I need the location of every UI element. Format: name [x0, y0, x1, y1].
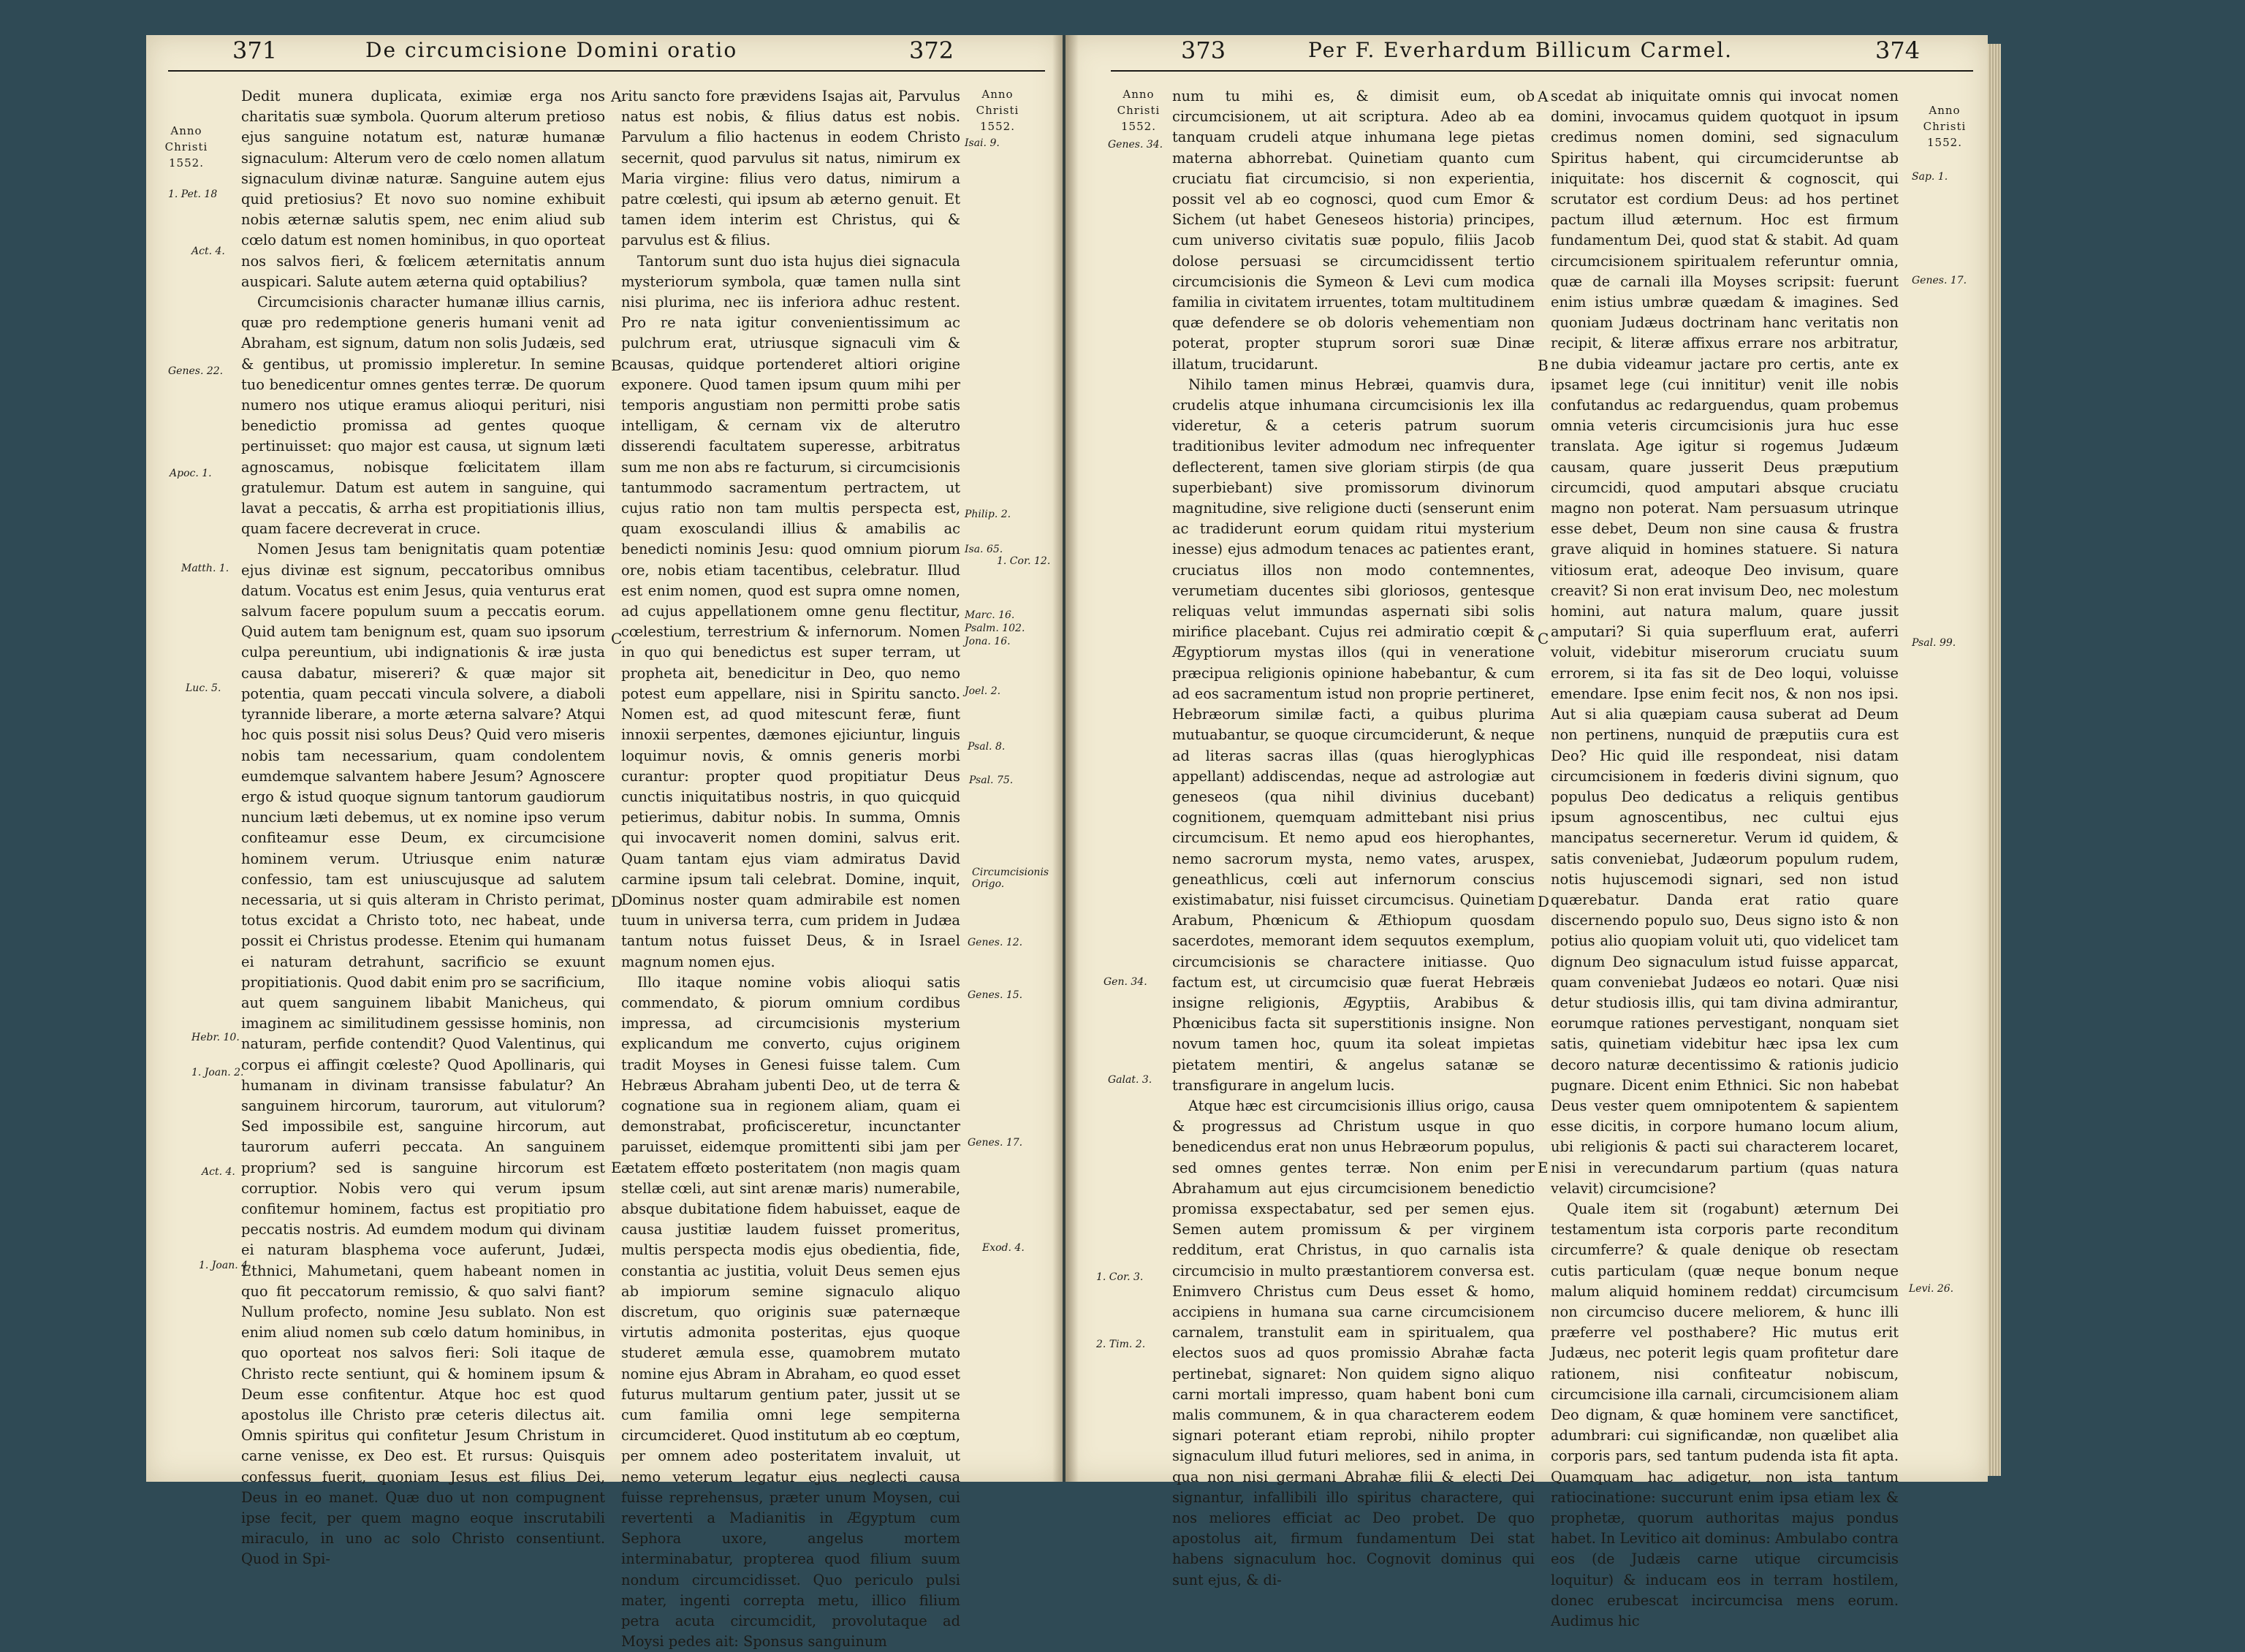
header-rule: [168, 70, 1045, 72]
running-header: De circumcisione Domini oratio: [365, 38, 738, 62]
christi-text: Christi: [1923, 120, 1967, 133]
year-text: 1552.: [169, 156, 204, 170]
paragraph: Dedit munera duplicata, eximiæ erga nos charitatis suæ symbola. Quorum alterum pretioso ejus sanguine notatum est, naturæ humanæ signaculum: Alterum vero de cœlo nomen allatum signaculum divinæ naturæ. Sanguine autem ejus quid pretiosius? Et novo suo nomine exhibuit nobis æternæ salutis spem, nec enim aliud sub cœlo datum est nomen hominibus, in quo oporteat nos salvos fieri, & fœlicem æternitatis annum auspicari. Salute autem æterna quid optabilius?: [241, 88, 605, 290]
paragraph: num tu mihi es, & dimisit eum, ob circumcisionem, ut ait scriptura. Adeo ab ea tanquam crudeli atque inhumana lege pietas materna abhorrebat. Quinetiam quanto cum cruciatu fiat circumcisio, si non experientia, possit vel ab eo cognosci, quod cum Emor & Sichem (ut habet Geneseos historia) principes, cum universo civitatis suæ populo, filiis Jacob dolose persuasi se circumcidissent tertio circumcisionis die Symeon & Levi cum modica familia in civitatem irruentes, totam multitudinem quæ defendere se ob doloris vehementiam non poterat, propter stuprum sorori suæ Dinæ illatum, trucidarunt.: [1172, 88, 1535, 373]
margin-note: Sap. 1.: [1912, 171, 1948, 183]
section-letter: B: [1538, 357, 1549, 374]
christi-text: Christi: [1117, 104, 1161, 117]
page-number: 371: [232, 37, 278, 64]
paragraph: Atque hæc est circumcisionis illius origo, causa & progressus ad Christum usque in quo benedicendus erat non unus Hebræorum populus, sed omnes gentes terræ. Non enim per Abrahamum aut ejus circumcisionem benedictio promissa exspectabatur, sed per semen ejus. Semen autem promissum & per virginem redditum, erat Christus, in quo carnalis ista circumcisio in multo præstantiorem conversa est. Enimvero Christus cum Deus esset & homo, accipiens in humana sua carne circumcisionem carnalem, transtulit eam in spiritualem, qua electos suos ad quos promissio Abrahæ facta pertinebat, signaret: Non quidem signo aliquo carni mortali impresso, quam habent boni cum malis communem, & in qua characterem eodem signari poterant etiam reprobi, nihilo propter signaculum illud futuri meliores, sed in anima, in qua non nisi germani Abrahæ filii & electi Dei signantur, infallibili illo spiritus charactere, qui nos meliores efficiat ac Deo probet. De quo apostolus ait, firmum fundamentum Dei stat habens signaculum hoc. Cognovit dominus qui sunt ejus, & di-: [1172, 1097, 1535, 1588]
running-header: Per F. Everhardum Billicum Carmel.: [1308, 38, 1733, 62]
page-edge: [1988, 44, 2001, 1476]
margin-note: 1. Pet. 18: [168, 189, 218, 200]
page-number: 373: [1181, 37, 1226, 64]
paragraph: Nihilo tamen minus Hebræi, quamvis dura, crudelis atque inhumana circumcisionis lex illa videretur, & a ceteris patrum suorum traditionibus leviter admodum nec infrequenter deflecterent, tamen sive gloriam stirpis (de qua superbiebant) sive promissorum divinorum magnitudine, sive religione ducti (senserunt enim ac tradiderunt eorum quidam ritui mysterium inesse) ejus admodum tenaces ac patientes erant, cruciatus illos non modo contemnentes, verumetiam ducentes sibi gloriosos, gentesque reliquas velut immundas aspernati sibi solis mirifice placebant. Cujus rei admiratio cœpit & Ægyptiorum mystas illos (qui in veneratione præcipua religionis opinione habebantur, & cum ad eos sacramentum istud non proprie pertineret, Hebræorum similæ facti, a quibus plurima mutuabantur, se quoque circumciderunt, & neque ad literas sacras illas (quas hieroglyphicas appellant) addiscendas, neque ad astrologiæ aut geneseos (qua nihil divinius ducebant) cognitionem, quemquam admittebant nisi prius circumcisum. Et nemo apud eos hierophantes, nemo sacrorum mysta, nemo vates, aruspex, geneathlicus, cœli aut infernorum conscius existimabatur, nisi fuisset circumcisus. Quinetiam Arabum, Phœnicum & Æthiopum quosdam sacerdotes, memorant idem sequutos exemplum, circumcisionis se charactere initiasse. Quo factum est, ut circumcisio quæ fuerat Hebræis insigne religionis, Ægyptiis, Arabibus & Phœnicibus facta sit superstitionis insigne. Non novum tamen hoc, quum ita soleat impietas pietatem mentiri, & angelus satanæ se transfigurare in angelum lucis.: [1172, 376, 1535, 1094]
page-number: 372: [909, 37, 954, 64]
text-column: [1551, 86, 1899, 1632]
margin-note: 1. Cor. 3.: [1096, 1271, 1144, 1283]
anno-text: Anno: [170, 124, 202, 137]
paragraph: Circumcisionis character humanæ illius carnis, quæ pro redemptione generis humani venit ad Abraham, est signum, datum non solis Judæis, sed & gentibus, ut promissio impleretur. In semine tuo benedicentur omnes gentes terræ. De quorum numero nos utique eramus alioqui perituri, nisi benedictio promissa ad gentes quoque pertinuisset: quo major est causa, ut signum læti agnoscamus, nobisque fœlicitatem illam gratulemur. Datum est autem in sanguine, qui lavat a peccatis, & arrha est propitiationis illius, quam facere decreverat in cruce.: [241, 294, 605, 538]
book-gutter: [1052, 35, 1079, 1482]
margin-note: 1. Cor. 12.: [997, 555, 1051, 567]
margin-note: Philip. 2.: [965, 509, 1011, 520]
text-column: [241, 86, 605, 1570]
margin-note: Genes. 17.: [968, 1137, 1023, 1149]
margin-note: Act. 4.: [202, 1166, 235, 1178]
section-letter: D: [611, 893, 623, 910]
year-label: [1111, 86, 1166, 134]
margin-note: Luc. 5.: [186, 682, 221, 694]
year-text: 1552.: [1121, 120, 1156, 133]
margin-note: Galat. 3.: [1108, 1074, 1152, 1086]
anno-text: Anno: [981, 88, 1014, 101]
margin-note: Genes. 34.: [1108, 139, 1163, 151]
paragraph: Nomen Jesus tam benignitatis quam potentiæ ejus divinæ est signum, peccatoribus omnibus datum. Vocatus est enim Jesus, quia venturus erat salvum facere populum suum a peccatis eorum. Quid autem tam benignum est, quam suo ipsorum culpa pereuntium, ubi indignationis & iræ justa causa dabatur, misereri? & quæ major sit potentia, quam peccati vincula solvere, a diaboli tyrannide liberare, a morte æterna salvare? Atqui hoc quis possit nisi solus Deus? Quid vero miseris nobis tam necessarium, quam condolentem eumdemque salvantem habere Jesum? Agnoscere ergo & istud quoque signum tantorum gaudiorum nuncium læti debemus, ut ex nomine ipso verum confiteamur esse Deum, ex circumcisione hominem verum. Utriusque enim naturæ confessio, tam est uniuscujusque ad salutem necessaria, ut si quis alteram in Christo perimat, totus excidat a Christo toto, nec habeat, unde possit ei Christus prodesse. Etenim qui humanam ei naturam detrahunt, sacrificio se exuunt propitiationis. Quod dabit enim pro se sacrificium, aut quem sanguinem libabit Manicheus, qui imaginem ac similitudinem gessisse hominis, non naturam, perfide contendit? Quod Valentinus, qui corpus ei affingit cœleste? Quod Apollinaris, qui humanam in divinam transisse fabulatur? An sanguinem hircorum, taurorum, aut vitulorum? Sed impossibile est, sanguine hircorum, aut taurorum auferri peccata. An sanguinem proprium? sed is sanguine hircorum est corruptior. Nobis vero qui verum ipsum confitemur hominem, factus est propitiatio pro peccatis nostris. Ad eumdem modum qui divinam ei naturam blasphema voce auferunt, Judæi, Ethnici, Mahumetani, quem habeant nomen in quo fit peccatorum remissio, & quo salvi fiant? Nullum profecto, nomine Jesu sublato. Non est enim aliud nomen sub cœlo datum hominibus, in quo oporteat nos salvos fieri: Soli itaque de Christo recte sentiunt, qui & hominem ipsum & Deum esse confitentur. Atque hoc est quod apostolus ille Christo præ ceteris dilectus ait. Omnis spiritus qui confitetur Jesum Christum in carne venisse, ex Deo est. Et rursus: Quisquis confessus fuerit, quoniam Jesus est filius Dei, Deus in eo manet. Quæ duo ut non compugnent ipse fecit, per quem magno eoque inscrutabili miraculo, in uno ac solo Christo consentiunt. Quod in Spi-: [241, 541, 605, 1568]
section-letter: E: [611, 1159, 622, 1176]
anno-text: Anno: [1929, 104, 1961, 117]
margin-note: Gen. 34.: [1103, 976, 1147, 988]
margin-note: Apoc. 1.: [170, 468, 212, 479]
margin-note: 1. Joan. 2.: [191, 1067, 244, 1078]
year-text: 1552.: [980, 120, 1015, 133]
paragraph: Tantorum sunt duo ista hujus diei signacula mysteriorum symbola, quæ tamen nulla sint nisi plurima, nec iis inferiora adhuc restent. Pro re nata igitur convenientissimum ac pulchrum erat, utriusque signaculi vim & causas, quidque portenderet altiori origine exponere. Quod tamen ipsum quum mihi per temporis angustiam non permitti probe satis intelligam, & cernam vix de alterutro disserendi facultatem superesse, arbitratus sum me non abs re facturum, si circumcisionis tantummodo sacramentum pertractem, ut cujus ratio non tam multis perspecta est, quam exosculandi illius & amabilis ac benedicti nominis Jesu: quod omnium piorum ore, nobis etiam tacentibus, celebratur. Illud est enim nomen, quod est supra omne nomen, ad cujus appellationem omne genu flectitur, cœlestium, terrestrium & infernorum. Nomen in quo qui benedictus est super terram, ut propheta ait, benedicitur in Deo, quo nemo potest eum appellare, nisi in Spiritu sancto. Nomen est, ad quod mitescunt feræ, fiunt innoxii serpentes, dæmones ejiciuntur, linguis loquimur novis, & omnis generis morbi curantur: propter quod propitiatur Deus cunctis iniquitatibus nostris, in quo quicquid petierimus, dabitur nobis. In summa, Omnis qui invocaverit nomen domini, salvus erit. Quam tantam ejus viam admiratus David carmine ipsum tali celebrat. Domine, inquit, Dominus noster quam admirabile est nomen tuum in universa terra, cum pridem in Judæa tantum notus fuisset Deus, & in Israel magnum nomen ejus.: [621, 252, 960, 970]
margin-note: Marc. 16.: [965, 609, 1015, 621]
section-letter: D: [1538, 893, 1550, 910]
year-text: 1552.: [1927, 136, 1962, 149]
margin-note: Levi. 26.: [1909, 1283, 1954, 1295]
margin-note: Psal. 99.: [1912, 637, 1956, 649]
section-letter: C: [1538, 630, 1549, 647]
margin-note: Genes. 12.: [968, 937, 1023, 948]
paragraph: Quale item sit (rogabunt) æternum Dei testamentum ista corporis parte reconditum circumferre? & quale denique ob resectam cutis particulam (quæ neque bonum neque malum aliquid hominem reddat) circumcisum non circumciso ducere meliorem, & hunc illi præferre vel posthabere? Hic mutus erit Judæus, nec poterit legis quam profitetur dare rationem, nisi confiteatur nobiscum, circumcisione illa carnali, circumcisionem aliam Deo dignam, & quæ hominem vere sanctificet, adumbrari: cui significandæ, non quælibet alia corporis pars, sed tantum pudenda ista fit apta. Quamquam hac adigetur, non ista tantum ratiocinatione: succurunt enim ipsa etiam lex & prophetæ, quorum authoritas majus pondus habet. In Levitico ait dominus: Ambulabo contra eos (de Judæis carne utique circumcisis loquitur) & inducam eos in terram hostilem, donec erubescat incircumcisa mens eorum. Audimus hic: [1551, 1200, 1899, 1630]
margin-note: Genes. 17.: [1912, 275, 1967, 286]
margin-note: 2. Tim. 2.: [1096, 1339, 1146, 1350]
paragraph: Illo itaque nomine vobis alioqui satis commendato, & piorum omnium cordibus impressa, ad circumcisionis mysterium explicandum me converto, cujus originem tradit Moyses in Genesi fuisse talem. Cum Hebræus Abraham jubenti Deo, ut de terra & cognatione sua in regionem aliam, quam ei demonstrabat, proficisceretur, incunctanter paruisset, eidemque promittenti sibi jam per ætatem effœto posteritatem (non magis quam stellæ cœli, aut sint arenæ maris) numerabile, absque dubitatione fidem habuisset, eaque de causa justitiæ laudem fuisset promeritus, multis perspecta modis ejus obedientia, fide, constantia ac justitia, voluit Deus semen ejus ab impiorum semine signaculo aliquo discretum, quo originis suæ paternæque virtutis admonita posteritas, ejus quoque studeret æmula esse, quamobrem mutato nomine ejus Abram in Abraham, eo quod esset futurus multarum gentium pater, jussit ut se cum familia omni lege sempiterna circumcideret. Quod institutum ab eo cœptum, per omnem adeo posteritatem invaluit, ut nemo veterum legatur ejus neglecti causa fuisse reprehensus, præter unum Moysen, cui revertenti a Madianitis in Ægyptum cum Sephora uxore, angelus mortem interminabatur, propterea quod filium suum nondum circumcidisset. Quo periculo pulsi mater, ingenti correpta metu, illico filium petra acuta circumcidit, provolutaque ad Moysi pedes ait: Sponsus sanguinum: [621, 973, 960, 1651]
margin-note: Matth. 1.: [181, 563, 229, 574]
section-letter: A: [611, 88, 622, 105]
section-letter: E: [1538, 1159, 1549, 1176]
margin-note: Genes. 15.: [968, 989, 1023, 1001]
margin-note: Hebr. 10.: [191, 1032, 240, 1043]
anno-text: Anno: [1122, 88, 1155, 101]
margin-note: Circumcisionis Origo.: [972, 867, 1049, 890]
header-rule: [1111, 70, 1973, 72]
text-column: [621, 86, 960, 1652]
margin-note: Act. 4.: [191, 245, 225, 257]
margin-note: 1. Joan. 4.: [199, 1260, 251, 1271]
section-letter: B: [611, 357, 622, 374]
margin-note: Isai. 9.: [965, 137, 1000, 149]
paragraph: scedat ab iniquitate omnis qui invocat nomen domini, invocamus quidem quotquot in ipsum credimus nomen domini, sed signaculum Spiritus habent, qui circumcideruntse ab iniquitate: hos discernit & cognoscit, qui scrutator est cordium Deus: ad hos pertinet pactum illud æternum. Hoc est firmum fundamentum Dei, quod stat & stabit. Ad quam circumcisionem spiritualem referuntur omnia, quæ de carnali illa Moyses scripsit: fuerunt enim istius umbræ quædam & imagines. Sed quoniam Judæus doctrinam hanc veritatis non recipit, & literæ affixus errare nos arbitratur, ne dubia videamur jactare pro certis, ante ex ipsamet lege (cui innititur) venit ille nobis confutandus ac redarguendus, quam probemus omnia veteris circumcisionis jura huc esse translata. Age igitur si rogemus Judæum causam, quare jusserit Deus præputium circumcidi, quod amputari absque cruciatu magno non poterat. Nam persuasum utrinque esse debet, Deum non sine causa & frustra grave aliquid in homines statuere. Si natura vitiosum erat, adeoque Deo invisum, quare creavit? Si non erat invisum Deo, nec molestum homini, aut natura malum, quare jussit amputari? Si quia superfluum erat, auferri voluit, videbitur miserorum cruciatu suum errorem, si ita fas sit de Deo loqui, voluisse emendare. Ipse enim fecit nos, & non nos ipsi. Aut si alia quæpiam causa suberat ad Deum non pertinens, nunquid de præputiis cura est Deo? Hic quid ille respondeat, nisi datam circumcisionem in fœderis divini signum, quo populus Deo dedicatus a reliquis gentibus ipsum agnoscentibus, nec cultui ejus mancipatus secerneretur. Verum id quidem, & satis conveniebat, Judæorum populum rudem, notis hujuscemodi signari, sed non istud quærebatur. Danda erat ratio quare discernendo populo suo, Deus signo isto & non potius alio quopiam voluit uti, quo videlicet tam dignum Deo signaculum istud fuisse apparcat, quam conveniebat Judæos eo notari. Quæ nisi detur studiosis illis, qui tam divina admirantur, eorumque rationes pervestigant, nonquam siet satis, quinetiam videbitur hæc ipsa lex cum decoro naturæ decentissimo & rationis judicio pugnare. Dicent enim Ethnici. Sic non habebat Deus vester quem omnipotentem & sapientem esse dicitis, in corpore humano locum alium, ubi religionis & pacti sui characterem locaret, nisi in verecundarum partium (quas natura velavit) circumcisione?: [1551, 88, 1899, 1197]
christi-text: Christi: [164, 140, 208, 153]
page-number: 374: [1875, 37, 1921, 64]
margin-note: Genes. 22.: [168, 365, 224, 377]
section-letter: A: [1538, 88, 1549, 105]
text-column: [1172, 86, 1535, 1591]
margin-note: Isa. 65.: [965, 544, 1003, 555]
margin-note: Psal. 75.: [969, 774, 1014, 786]
paragraph: ritu sancto fore prævidens Isajas ait, Parvulus natus est nobis, & filius datus est nobis. Parvulum a filio hactenus in eodem Christo secernit, quod parvulus sit natus, nimirum ex Maria virgine: filius vero datus, nimirum a patre cœlesti, qui ipsum ab æterno genuit. Et tamen idem interim est Christus, qui & parvulus est & filius.: [621, 88, 960, 249]
margin-note: Joel. 2.: [965, 685, 1001, 697]
margin-note: Exod. 4.: [982, 1242, 1025, 1254]
christi-text: Christi: [976, 104, 1019, 117]
year-label: [162, 123, 210, 171]
margin-note: Psalm. 102.: [965, 623, 1025, 634]
year-label: [965, 86, 1030, 134]
margin-note: Psal. 8.: [968, 741, 1006, 753]
margin-note: Jona. 16.: [965, 636, 1011, 647]
section-letter: C: [611, 630, 623, 647]
year-label: [1912, 102, 1978, 151]
